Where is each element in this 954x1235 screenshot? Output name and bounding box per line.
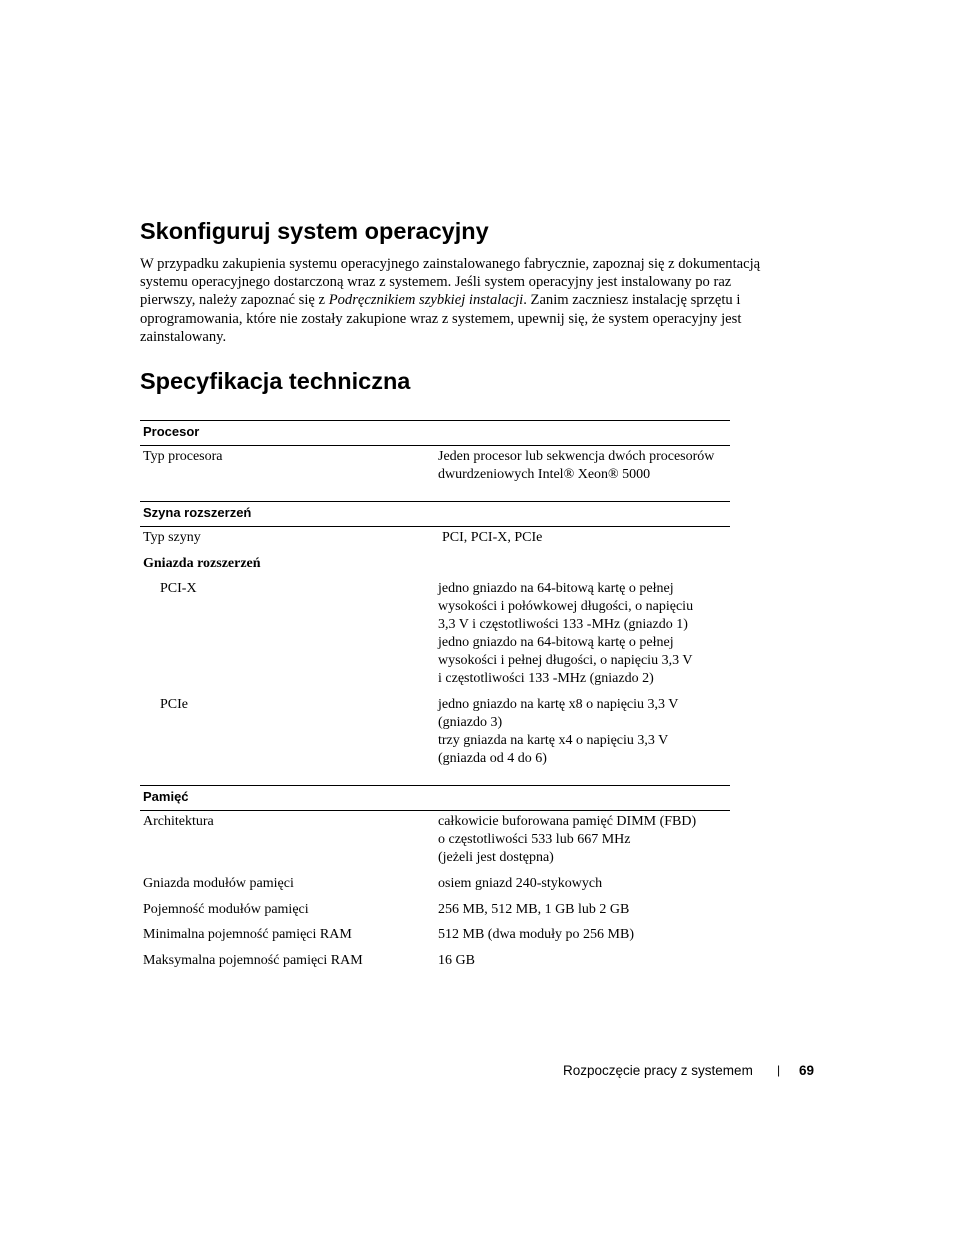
value-line: jedno gniazdo na 64-bitową kartę o pełnej: [438, 581, 674, 596]
section-heading-os-setup: Skonfiguruj system operacyjny: [140, 218, 489, 244]
page-number: 69: [799, 1063, 815, 1078]
spec-value-module-capacity: 256 MB, 512 MB, 1 GB lub 2 GB: [438, 902, 630, 917]
table-rule: [140, 810, 730, 811]
table-rule: [140, 445, 730, 446]
spec-value-max-ram: 16 GB: [438, 953, 475, 968]
paragraph-line: W przypadku zakupienia systemu operacyjnego zainstalowanego fabrycznie, zapoznaj się z dokumentacją: [140, 256, 761, 272]
footer-chapter-title: Rozpoczęcie pracy z systemem: [563, 1063, 753, 1078]
value-line: (gniazda od 4 do 6): [438, 751, 547, 766]
paragraph-line: systemu operacyjnego dostarczoną wraz z systemem. Jeśli system operacyjny jest instalowany po raz: [140, 274, 732, 291]
spec-group-title-expansion-bus: Szyna rozszerzeń: [143, 505, 252, 520]
value-line: jedno gniazdo na 64-bitową kartę o pełnej: [438, 635, 674, 650]
os-setup-paragraph: [140, 255, 810, 346]
value-line: wysokości i pełnej długości, o napięciu 3,3 V: [438, 653, 693, 668]
table-rule: [140, 420, 730, 421]
value-line: o częstotliwości 533 lub 667 MHz: [438, 832, 631, 847]
spec-value-min-ram: 512 MB (dwa moduły po 256 MB): [438, 927, 634, 942]
spec-label-pcie: PCIe: [160, 697, 188, 712]
value-line: i częstotliwości 133 -MHz (gniazdo 2): [438, 671, 654, 686]
spec-group-title-memory: Pamięć: [143, 789, 189, 804]
value-line: Jeden procesor lub sekwencja dwóch procesorów: [438, 449, 715, 464]
spec-label-module-capacity: Pojemność modułów pamięci: [143, 902, 309, 917]
table-rule: [140, 785, 730, 786]
spec-value-bus-type: PCI, PCI-X, PCIe: [442, 530, 543, 545]
spec-label-bus-type: Typ szyny: [143, 530, 201, 545]
spec-value-memory-slots: osiem gniazd 240-stykowych: [438, 876, 603, 891]
section-heading-specifications: Specyfikacja techniczna: [140, 368, 411, 394]
value-line: dwurdzeniowych Intel® Xeon® 5000: [438, 467, 651, 482]
spec-value-pcie: [438, 696, 678, 768]
table-rule: [140, 526, 730, 527]
paragraph-line: oprogramowania, które nie zostały zakupione wraz z systemem, upewnij się, że system operacyjny jest: [140, 310, 742, 327]
spec-label-min-ram: Minimalna pojemność pamięci RAM: [143, 927, 352, 942]
paragraph-line: zainstalowany.: [140, 328, 227, 345]
value-line: (jeżeli jest dostępna): [438, 850, 554, 865]
spec-label-memory-slots: Gniazda modułów pamięci: [143, 876, 294, 891]
footer-separator: |: [777, 1063, 781, 1077]
spec-value-architecture: [438, 813, 696, 867]
value-line: 3,3 V i częstotliwości 133 -MHz (gniazdo 1): [438, 617, 688, 632]
value-line: całkowicie buforowana pamięć DIMM (FBD): [438, 814, 697, 829]
spec-value-processor-type: [438, 448, 714, 484]
table-rule: [140, 501, 730, 502]
value-line: (gniazdo 3): [438, 715, 503, 730]
value-line: wysokości i połówkowej długości, o napięciu: [438, 599, 694, 614]
value-line: jedno gniazdo na kartę x8 o napięciu 3,3 V: [438, 697, 679, 712]
value-line: trzy gniazda na kartę x4 o napięciu 3,3 V: [438, 733, 669, 748]
spec-label-architecture: Architektura: [143, 814, 214, 829]
spec-subgroup-expansion-slots: Gniazda rozszerzeń: [143, 556, 261, 571]
paragraph-text: . Zanim zaczniesz instalację sprzętu i: [523, 292, 741, 309]
spec-label-processor-type: Typ procesora: [143, 449, 223, 464]
paragraph-text: pierwszy, należy zapoznać się z: [140, 292, 326, 309]
spec-value-pcix: [438, 580, 693, 688]
guide-title-italic: Podręcznikiem szybkiej instalacji: [328, 292, 524, 309]
paragraph-line: [140, 291, 810, 309]
spec-group-title-processor: Procesor: [143, 424, 200, 439]
spec-label-max-ram: Maksymalna pojemność pamięci RAM: [143, 953, 363, 968]
spec-label-pcix: PCI-X: [160, 581, 197, 596]
